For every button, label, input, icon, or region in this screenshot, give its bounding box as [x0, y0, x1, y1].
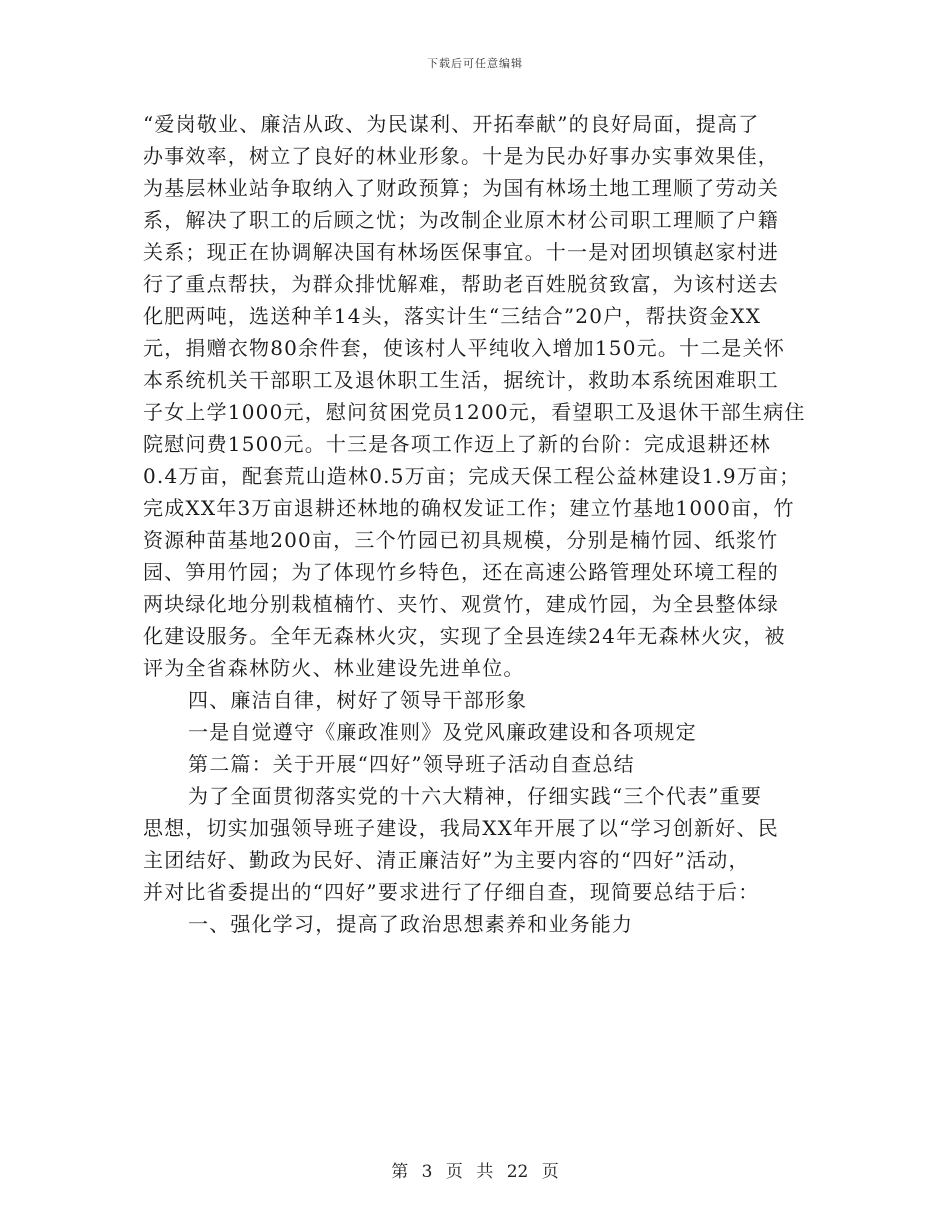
footer-label-of: 页 [445, 1162, 463, 1182]
page-header-note: 下载后可任意编辑 [427, 57, 523, 70]
text-line: 思想，切实加强领导班子建设，我局XX年开展了以“学习创新好、民 [143, 816, 779, 840]
text-line: 为了全面贯彻落实党的十六大精神，仔细实践“三个代表”重要 [188, 784, 763, 808]
text-line: 并对比省委提出的“四好”要求进行了仔细自查，现简要总结于后： [143, 880, 760, 904]
total-pages-number: 22 [506, 1162, 529, 1182]
page-footer [0, 1157, 950, 1182]
section-heading: 四、廉洁自律，树好了领导干部形象 [188, 688, 528, 712]
text-line: 园、笋用竹园；为了体现竹乡特色，还在高速公路管理处环境工程的 [143, 560, 779, 584]
text-line: 子女上学1000元，慰问贫困党员1200元，看望职工及退休干部生病住 [143, 400, 806, 424]
text-line: 0.4万亩，配套荒山造林0.5万亩；完成天保工程公益林建设1.9万亩； [143, 464, 801, 488]
chapter-title: 第二篇：关于开展“四好”领导班子活动自查总结 [188, 752, 635, 776]
text-line: 化肥两吨，选送种羊14头，落实计生“三结合”20户，帮扶资金XX [143, 304, 762, 328]
text-line: 主团结好、勤政为民好、清正廉洁好”为主要内容的“四好”活动， [143, 848, 750, 872]
footer-label-page: 第 [391, 1162, 409, 1182]
text-line: 化建设服务。全年无森林火灾，实现了全县连续24年无森林火灾，被 [143, 624, 786, 648]
footer-label-total: 共 [476, 1162, 494, 1182]
document-body [143, 108, 823, 940]
text-line: 元，捐赠衣物80余件套，使该村人平纯收入增加150元。十二是关怀 [143, 336, 786, 360]
text-line: 资源种苗基地200亩，三个竹园已初具规模，分别是楠竹园、纸浆竹 [143, 528, 779, 552]
text-line: 评为全省森林防火、林业建设先进单位。 [143, 656, 525, 680]
text-line: 院慰问费1500元。十三是各项工作迈上了新的台阶：完成退耕还林 [143, 432, 772, 456]
text-line: 本系统机关干部职工及退休职工生活，据统计，救助本系统困难职工 [143, 368, 779, 392]
text-line: 完成XX年3万亩退耕还林地的确权发证工作；建立竹基地1000亩，竹 [143, 496, 795, 520]
text-line: 两块绿化地分别栽植楠竹、夹竹、观赏竹，建成竹园，为全县整体绿 [143, 592, 779, 616]
text-line: 一是自觉遵守《廉政准则》及党风廉政建设和各项规定 [188, 720, 697, 744]
section-heading: 一、强化学习，提高了政治思想素养和业务能力 [188, 912, 634, 936]
text-line: 系，解决了职工的后顾之忧；为改制企业原木材公司职工理顺了户籍 [143, 208, 779, 232]
text-line: “爱岗敬业、廉洁从政、为民谋利、开拓奉献”的良好局面，提高了 [143, 112, 760, 136]
text-line: 关系；现正在协调解决国有林场医保事宜。十一是对团坝镇赵家村进 [143, 240, 779, 264]
text-line: 为基层林业站争取纳入了财政预算；为国有林场土地工理顺了劳动关 [143, 176, 779, 200]
text-line: 办事效率，树立了良好的林业形象。十是为民办好事办实事效果佳， [143, 144, 779, 168]
current-page-number: 3 [421, 1162, 433, 1182]
footer-label-end: 页 [541, 1162, 559, 1182]
text-line: 行了重点帮扶，为群众排忧解难，帮助老百姓脱贫致富，为该村送去 [143, 272, 779, 296]
